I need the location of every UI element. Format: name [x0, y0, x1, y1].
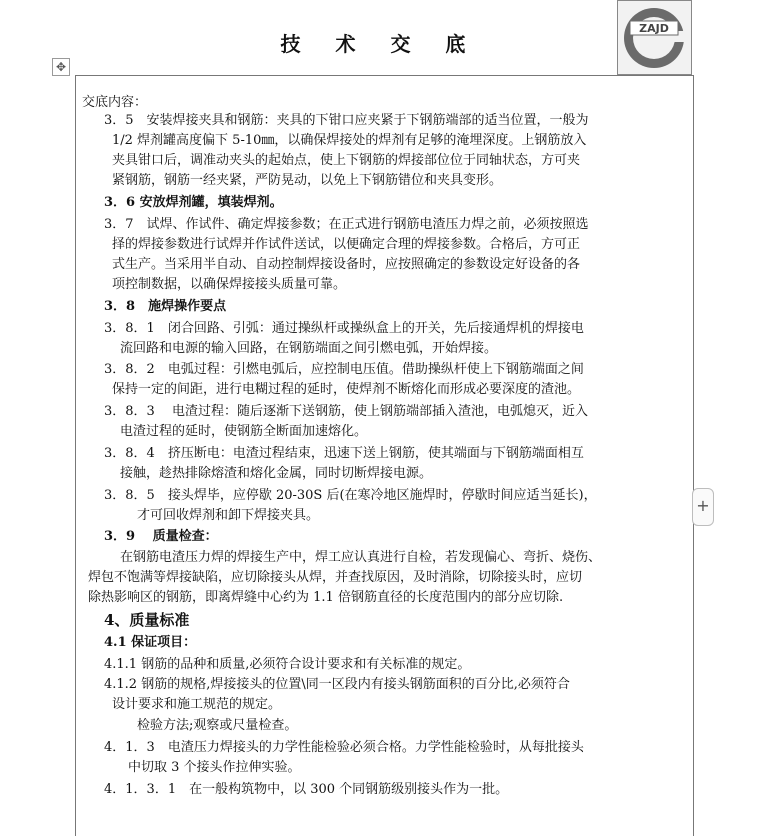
text-line: 除热影响区的钢筋，即离焊缝中心约为 1.1 倍钢筋直径的长度范围内的部分应切除.: [88, 590, 564, 605]
text-line: 夹具钳口后，调准动夹头的起始点，使上下钢筋的焊接部位位于同轴状态，方可夹: [112, 153, 581, 168]
text-line: 接触，趁热排除熔渣和熔化金属，同时切断焊接电源。: [120, 466, 433, 481]
text-line: 4.1.1 钢筋的品种和质量,必须符合设计要求和有关标准的规定。: [104, 657, 471, 672]
document-title: 技 术 交 底: [280, 32, 480, 56]
text-line: 4．1．3 电渣压力焊接头的力学性能检验必须合格。力学性能检验时，从每批接头: [104, 740, 584, 755]
text-line: 中切取 3 个接头作拉伸实验。: [128, 760, 301, 775]
section-heading: 3．8 施焊操作要点: [104, 299, 227, 314]
add-row-handle-icon[interactable]: +: [692, 488, 714, 526]
table-move-handle-icon[interactable]: ✥: [52, 58, 70, 76]
text-line: 3．8．3 电渣过程：随后逐渐下送钢筋，使上钢筋端部插入渣池，电弧熄灭，近入: [104, 404, 588, 419]
company-logo: [617, 0, 692, 75]
text-line: 3．8．5 接头焊毕，应停歇 20-30S 后(在寒冷地区施焊时，停歇时间应适当延长)，: [104, 488, 597, 503]
text-line: 项控制数据，以确保焊接接头质量可靠。: [112, 277, 347, 292]
text-line: 检验方法;观察或尺量检查。: [137, 718, 298, 733]
content-label: 交底内容：: [82, 95, 148, 110]
text-line: 式生产。当采用半自动、自动控制焊接设备时，应按照确定的参数设定好设备的各: [112, 257, 581, 272]
text-line: 择的焊接参数进行试焊并作试件送试，以便确定合理的焊接参数。合格后，方可正: [112, 237, 581, 252]
text-line: 3．7 试焊、作试件、确定焊接参数；在正式进行钢筋电渣压力焊之前，必须按照选: [104, 217, 589, 232]
text-line: 设计要求和施工规范的规定。: [112, 697, 282, 712]
text-line: 3．8．2 电弧过程：引燃电弧后，应控制电压值。借助操纵杆使上下钢筋端面之间: [104, 362, 584, 377]
text-line: 1/2 焊剂罐高度偏下 5-10㎜，以确保焊接处的焊剂有足够的淹埋深度。上钢筋放入: [112, 133, 587, 148]
text-line: 紧钢筋，钢筋一经夹紧，严防晃动，以免上下钢筋错位和夹具变形。: [112, 173, 503, 188]
chapter-heading: 4、质量标准: [104, 611, 190, 629]
text-line: 3．5 安装焊接夹具和钢筋：夹具的下钳口应夹紧于下钢筋端部的适当位置，一般为: [104, 113, 589, 128]
text-line: 4．1．3．1 在一般构筑物中，以 300 个同钢筋级别接头作为一批。: [104, 782, 509, 797]
text-line: 焊包不饱满等焊接缺陷，应切除接头从焊，并查找原因，及时消除，切除接头时，应切: [88, 570, 583, 585]
text-line: 才可回收焊剂和卸下焊接夹具。: [137, 508, 320, 523]
text-line: 4.1.2 钢筋的规格,焊接接头的位置\同一区段内有接头钢筋面积的百分比,必须符合: [104, 677, 570, 692]
text-line: 3．8．4 挤压断电：电渣过程结束，迅速下送上钢筋，使其端面与下钢筋端面相互: [104, 446, 584, 461]
text-line: 在钢筋电渣压力焊的焊接生产中，焊工应认真进行自检，若发现偏心、弯折、烧伤、: [120, 550, 602, 565]
text-line: 电渣过程的延时，使钢筋全断面加速熔化。: [120, 424, 368, 439]
text-line: 3．8．1 闭合回路、引弧：通过操纵杆或操纵盒上的开关，先后接通焊机的焊接电: [104, 321, 584, 336]
text-line: 保持一定的间距，进行电糊过程的延时，使焊剂不断熔化而形成必要深度的渣池。: [112, 382, 581, 397]
svg-text:ZAJD: ZAJD: [639, 22, 669, 35]
text-line: 流回路和电源的输入回路，在钢筋端面之间引燃电弧，开始焊接。: [120, 341, 498, 356]
section-heading: 4.1 保证项目：: [104, 635, 197, 650]
section-heading: 3．6 安放焊剂罐，填装焊剂。: [104, 195, 283, 210]
section-heading: 3．9 质量检查：: [104, 529, 218, 544]
